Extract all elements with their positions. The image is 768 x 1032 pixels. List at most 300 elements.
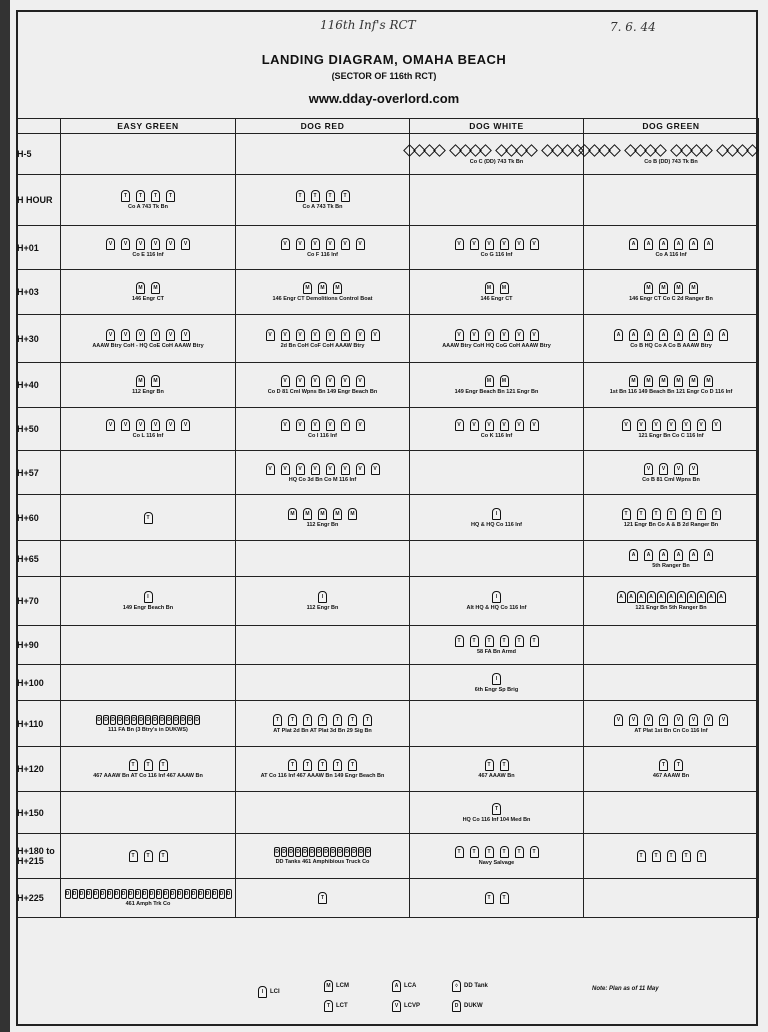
- source-url[interactable]: www.dday-overlord.com: [308, 91, 460, 106]
- sector-header: DOG RED: [236, 119, 410, 134]
- unit-label: Co E 116 Inf: [132, 251, 164, 258]
- craft-group: [129, 850, 168, 862]
- landing-craft-icon: V: [485, 238, 494, 250]
- unit-label: AT Plat 2d Bn AT Plat 3d Bn 29 Sig Bn: [273, 727, 372, 734]
- sector-header: DOG GREEN: [584, 119, 759, 134]
- sector-cell: [584, 747, 759, 792]
- landing-craft-icon: M: [151, 282, 160, 294]
- landing-craft-icon: V: [326, 329, 335, 341]
- sector-cell: [61, 363, 236, 408]
- landing-craft-icon: A: [687, 591, 696, 603]
- landing-craft-icon: V: [281, 238, 290, 250]
- craft-group: [485, 282, 509, 294]
- landing-craft-icon: A: [704, 549, 713, 561]
- plan-note: Note: Plan as of 11 May: [592, 986, 659, 992]
- landing-craft-icon: I: [318, 591, 327, 603]
- time-label: H+50: [17, 408, 61, 451]
- craft-group: [629, 238, 713, 250]
- landing-craft-icon: V: [674, 714, 683, 726]
- landing-craft-icon: D: [324, 849, 328, 855]
- unit-label: Co A 743 Tk Bn: [302, 204, 343, 210]
- time-label: H+100: [17, 665, 61, 701]
- legend-text: LCVP: [404, 1003, 421, 1009]
- legend-text: LCM: [336, 983, 349, 989]
- landing-craft-icon: D: [289, 849, 293, 855]
- landing-craft-icon: V: [136, 419, 145, 431]
- unit-label: HQ Co 3d Bn Co M 116 Inf: [288, 476, 357, 483]
- landing-craft-icon: V: [151, 238, 160, 250]
- time-row: [17, 315, 759, 363]
- landing-craft-icon: V: [455, 238, 464, 250]
- craft-group: [144, 512, 153, 524]
- landing-craft-icon: A: [644, 549, 653, 561]
- time-label: H+30: [17, 315, 61, 363]
- sector-cell: [410, 626, 584, 665]
- craft-group: [318, 892, 327, 904]
- unit-label: HQ & HQ Co 116 Inf: [470, 521, 523, 528]
- landing-craft-icon: D: [160, 716, 164, 723]
- landing-craft-icon: T: [318, 892, 327, 904]
- time-label: H-5: [17, 134, 61, 175]
- sector-header: DOG WHITE: [410, 119, 584, 134]
- landing-craft-icon: A: [717, 591, 726, 603]
- landing-craft-icon: V: [356, 375, 365, 387]
- unit-label: 58 FA Bn Armd: [476, 649, 516, 655]
- time-row: [17, 665, 759, 701]
- landing-craft-icon: V: [296, 375, 305, 387]
- landing-craft-icon: V: [530, 329, 539, 341]
- landing-table: [16, 118, 759, 918]
- landing-craft-icon: T: [470, 635, 479, 647]
- unit-label: 467 AAAW Bn: [652, 773, 690, 779]
- landing-craft-icon: V: [281, 419, 290, 431]
- landing-craft-icon: V: [311, 375, 320, 387]
- landing-craft-icon: V: [667, 419, 676, 431]
- sector-cell: [236, 879, 410, 918]
- landing-craft-icon: T: [159, 850, 168, 862]
- craft-group: [659, 759, 683, 771]
- landing-craft-icon: T: [311, 190, 320, 202]
- dd-tank-icon: [700, 144, 713, 157]
- craft-group: [492, 508, 501, 520]
- craft-group: [296, 190, 350, 202]
- legend-item: [258, 986, 280, 998]
- sector-cell: [236, 226, 410, 270]
- craft-group: [136, 282, 160, 294]
- sector-cell: [410, 226, 584, 270]
- sector-cell: [236, 315, 410, 363]
- landing-craft-icon: V: [326, 419, 335, 431]
- landing-craft-icon: A: [637, 591, 646, 603]
- landing-craft-icon: V: [121, 238, 130, 250]
- unit-label: Alt HQ & HQ Co 116 Inf: [466, 605, 527, 611]
- craft-group: [629, 375, 713, 387]
- landing-craft-icon: D: [93, 891, 98, 897]
- landing-craft-icon: A: [617, 591, 626, 603]
- landing-craft-icon: V: [136, 238, 145, 250]
- craft-group: [288, 508, 357, 520]
- landing-craft-icon: D: [118, 716, 122, 723]
- craft-group: [266, 463, 380, 475]
- sector-cell: [584, 626, 759, 665]
- time-label: H+110: [17, 701, 61, 747]
- landing-craft-icon: V: [356, 463, 365, 475]
- time-label: H+03: [17, 270, 61, 315]
- landing-craft-icon: T: [485, 846, 494, 858]
- landing-craft-icon: T: [652, 508, 661, 520]
- unit-label: 149 Engr Beach Bn: [122, 605, 174, 611]
- craft-group: [136, 375, 160, 387]
- landing-craft-icon: D: [359, 849, 363, 855]
- landing-craft-icon: I: [144, 591, 153, 603]
- landing-craft-icon: V: [341, 375, 350, 387]
- craft-group: [614, 714, 728, 726]
- legend-symbol-icon: T: [324, 1000, 333, 1012]
- craft-group: [281, 238, 365, 250]
- craft-group: [580, 144, 763, 157]
- sector-cell: [584, 315, 759, 363]
- landing-craft-icon: T: [144, 759, 153, 771]
- landing-craft-icon: A: [629, 329, 638, 341]
- sector-cell: [410, 701, 584, 747]
- time-label: H+225: [17, 879, 61, 918]
- legend-text: LCA: [404, 983, 417, 989]
- unit-label: 146 Engr CT: [131, 296, 165, 302]
- craft-group: [121, 190, 175, 202]
- legend-item: [392, 980, 416, 992]
- time-row: [17, 270, 759, 315]
- landing-craft-icon: V: [181, 329, 190, 341]
- landing-craft-icon: D: [331, 849, 335, 855]
- craft-group: [455, 329, 539, 341]
- landing-craft-icon: T: [121, 190, 130, 202]
- landing-craft-icon: M: [644, 282, 653, 294]
- landing-craft-icon: T: [159, 759, 168, 771]
- sector-cell: [236, 834, 410, 879]
- craft-group: [274, 847, 371, 857]
- landing-craft-icon: V: [106, 238, 115, 250]
- landing-craft-icon: T: [326, 190, 335, 202]
- landing-craft-icon: A: [659, 238, 668, 250]
- landing-craft-icon: V: [341, 329, 350, 341]
- landing-craft-icon: A: [659, 549, 668, 561]
- time-row: [17, 577, 759, 626]
- unit-label: Co C (DD) 743 Tk Bn: [469, 158, 524, 165]
- craft-group: [617, 591, 726, 603]
- landing-craft-icon: V: [637, 419, 646, 431]
- landing-craft-icon: T: [530, 635, 539, 647]
- dd-tank-icon: [525, 144, 538, 157]
- landing-craft-icon: T: [129, 850, 138, 862]
- landing-craft-icon: T: [697, 850, 706, 862]
- dd-tank-icon: [654, 144, 667, 157]
- landing-craft-icon: V: [515, 238, 524, 250]
- landing-craft-icon: T: [637, 508, 646, 520]
- landing-craft-icon: D: [149, 891, 154, 897]
- unit-label: 6th Engr Sp Brig: [474, 686, 519, 693]
- landing-craft-icon: D: [181, 716, 185, 723]
- landing-craft-icon: V: [181, 419, 190, 431]
- landing-craft-icon: D: [282, 849, 286, 855]
- landing-craft-icon: V: [470, 329, 479, 341]
- landing-craft-icon: D: [366, 849, 370, 855]
- sector-cell: [61, 792, 236, 834]
- sector-cell: [410, 134, 584, 175]
- time-label: H+01: [17, 226, 61, 270]
- landing-craft-icon: D: [198, 891, 203, 897]
- landing-craft-icon: A: [627, 591, 636, 603]
- landing-craft-icon: D: [163, 891, 168, 897]
- landing-craft-icon: A: [659, 329, 668, 341]
- craft-group: [266, 329, 380, 341]
- craft-group: [622, 508, 721, 520]
- scan-edge: [0, 0, 10, 1032]
- page-title: LANDING DIAGRAM, OMAHA BEACH: [261, 52, 507, 67]
- sector-cell: [410, 408, 584, 451]
- legend-item: [452, 980, 488, 992]
- landing-craft-icon: D: [156, 891, 161, 897]
- landing-craft-icon: A: [689, 329, 698, 341]
- landing-craft-icon: V: [515, 419, 524, 431]
- landing-craft-icon: D: [303, 849, 307, 855]
- landing-craft-icon: V: [674, 463, 683, 475]
- landing-craft-icon: V: [266, 329, 275, 341]
- unit-label: 1st Bn 116 149 Beach Bn 121 Engr Co D 116 Inf: [609, 389, 733, 395]
- legend-item: [392, 1000, 420, 1012]
- landing-craft-icon: V: [166, 238, 175, 250]
- craft-group: [485, 892, 509, 904]
- craft-group: [455, 238, 539, 250]
- sector-cell: [61, 134, 236, 175]
- landing-craft-icon: D: [153, 716, 157, 723]
- landing-craft-icon: A: [614, 329, 623, 341]
- landing-craft-icon: T: [712, 508, 721, 520]
- landing-craft-icon: D: [226, 891, 231, 897]
- landing-craft-icon: T: [674, 759, 683, 771]
- legend-symbol-icon: A: [392, 980, 401, 992]
- landing-craft-icon: D: [170, 891, 175, 897]
- unit-label: 467 AAAW Bn AT Co 116 Inf 467 AAAW Bn: [93, 773, 203, 779]
- sector-cell: [584, 451, 759, 495]
- landing-craft-icon: V: [296, 238, 305, 250]
- legend-symbol-icon: I: [258, 986, 267, 998]
- sector-cell: [236, 665, 410, 701]
- sector-cell: [410, 879, 584, 918]
- landing-craft-icon: M: [151, 375, 160, 387]
- sector-cell: [410, 363, 584, 408]
- time-row: [17, 792, 759, 834]
- sector-cell: [236, 747, 410, 792]
- landing-craft-icon: T: [455, 635, 464, 647]
- landing-craft-icon: M: [659, 282, 668, 294]
- sector-cell: [584, 175, 759, 226]
- dd-tank-icon: [746, 144, 759, 157]
- sector-cell: [61, 315, 236, 363]
- sector-cell: [584, 792, 759, 834]
- time-row: [17, 626, 759, 665]
- landing-craft-icon: M: [659, 375, 668, 387]
- handwritten-note-left: 116th Inf's RCT: [320, 18, 416, 32]
- time-label: H+57: [17, 451, 61, 495]
- landing-craft-icon: T: [485, 892, 494, 904]
- landing-craft-icon: A: [689, 238, 698, 250]
- sector-cell: [61, 270, 236, 315]
- landing-craft-icon: D: [86, 891, 91, 897]
- craft-group: [492, 591, 501, 603]
- landing-craft-icon: V: [296, 329, 305, 341]
- landing-craft-icon: V: [659, 463, 668, 475]
- landing-craft-icon: V: [121, 329, 130, 341]
- landing-craft-icon: D: [107, 891, 112, 897]
- time-row: [17, 495, 759, 541]
- time-label: H HOUR: [17, 175, 61, 226]
- landing-craft-icon: I: [492, 673, 501, 685]
- sector-cell: [61, 408, 236, 451]
- sector-header: EASY GREEN: [61, 119, 236, 134]
- landing-craft-icon: V: [530, 419, 539, 431]
- landing-craft-icon: T: [500, 759, 509, 771]
- landing-craft-icon: M: [689, 375, 698, 387]
- craft-group: [629, 549, 713, 561]
- sector-cell: [61, 495, 236, 541]
- landing-craft-icon: A: [644, 329, 653, 341]
- sector-cell: [584, 541, 759, 577]
- unit-label: Co B (DD) 743 Tk Bn: [644, 158, 698, 165]
- landing-craft-icon: D: [128, 891, 133, 897]
- time-label: H+60: [17, 495, 61, 541]
- landing-craft-icon: D: [65, 891, 70, 897]
- unit-label: Co F 116 Inf: [307, 251, 338, 258]
- landing-craft-icon: T: [303, 714, 312, 726]
- craft-group: [129, 759, 168, 771]
- landing-craft-icon: V: [266, 463, 275, 475]
- landing-craft-icon: A: [719, 329, 728, 341]
- landing-craft-icon: M: [674, 282, 683, 294]
- landing-craft-icon: D: [188, 716, 192, 723]
- sector-cell: [61, 626, 236, 665]
- landing-craft-icon: T: [144, 512, 153, 524]
- legend-symbol-icon: M: [324, 980, 333, 992]
- time-row: [17, 701, 759, 747]
- sector-cell: [236, 451, 410, 495]
- landing-craft-icon: D: [310, 849, 314, 855]
- landing-craft-icon: V: [296, 463, 305, 475]
- unit-label: AT Plat 1st Bn Cn Co 116 Inf: [634, 727, 708, 734]
- legend-text: DD Tank: [464, 983, 488, 989]
- unit-label: Co B 81 Cml Wpns Bn: [642, 476, 700, 483]
- sector-cell: [236, 577, 410, 626]
- landing-craft-icon: V: [341, 419, 350, 431]
- sector-cell: [61, 747, 236, 792]
- landing-craft-icon: V: [151, 329, 160, 341]
- landing-craft-icon: V: [470, 238, 479, 250]
- landing-craft-icon: V: [281, 329, 290, 341]
- landing-craft-icon: V: [712, 419, 721, 431]
- unit-label: Co I 116 Inf: [307, 433, 338, 439]
- sector-cell: [410, 495, 584, 541]
- sector-cell: [410, 834, 584, 879]
- landing-craft-icon: T: [682, 508, 691, 520]
- landing-craft-icon: T: [151, 190, 160, 202]
- landing-craft-icon: M: [288, 508, 297, 520]
- landing-craft-icon: D: [317, 849, 321, 855]
- legend-text: LCI: [270, 989, 280, 995]
- landing-craft-icon: D: [352, 849, 356, 855]
- unit-label: 461 Amph Trk Co: [125, 901, 171, 907]
- landing-craft-icon: T: [485, 635, 494, 647]
- craft-group: [644, 463, 698, 475]
- landing-craft-icon: D: [205, 891, 210, 897]
- craft-group: [455, 635, 539, 647]
- unit-label: 146 Engr CT Co C 2d Ranger Bn: [629, 296, 713, 302]
- landing-craft-icon: A: [674, 238, 683, 250]
- landing-craft-icon: V: [689, 714, 698, 726]
- sector-cell: [584, 226, 759, 270]
- sector-cell: [410, 451, 584, 495]
- legend-symbol-icon: V: [392, 1000, 401, 1012]
- landing-craft-icon: A: [704, 238, 713, 250]
- landing-craft-icon: V: [614, 714, 623, 726]
- landing-craft-icon: D: [174, 716, 178, 723]
- legend-text: LCT: [336, 1003, 348, 1009]
- landing-craft-icon: T: [500, 892, 509, 904]
- time-row: [17, 834, 759, 879]
- landing-craft-icon: A: [697, 591, 706, 603]
- unit-label: Co A 743 Tk Bn: [128, 204, 168, 210]
- landing-craft-icon: T: [667, 508, 676, 520]
- landing-craft-icon: I: [492, 508, 501, 520]
- unit-label: 149 Engr Beach Bn 121 Engr Bn: [454, 389, 539, 395]
- craft-group: [288, 759, 357, 771]
- unit-label: 121 Engr Bn Co A & B 2d Ranger Bn: [623, 521, 719, 528]
- landing-craft-icon: V: [485, 419, 494, 431]
- landing-craft-icon: V: [697, 419, 706, 431]
- landing-craft-icon: T: [136, 190, 145, 202]
- landing-craft-icon: V: [719, 714, 728, 726]
- sector-cell: [236, 626, 410, 665]
- landing-craft-icon: M: [333, 508, 342, 520]
- sector-cell: [584, 134, 759, 175]
- legend-symbol-icon: D: [452, 1000, 461, 1012]
- landing-craft-icon: D: [275, 849, 279, 855]
- landing-craft-icon: V: [455, 419, 464, 431]
- sector-cell: [410, 315, 584, 363]
- time-label: H+150: [17, 792, 61, 834]
- unit-label: Co B HQ Co A Co B AAAW Btry: [630, 342, 712, 349]
- sector-cell: [61, 834, 236, 879]
- craft-group: [485, 375, 509, 387]
- landing-craft-icon: M: [500, 282, 509, 294]
- landing-craft-icon: T: [288, 759, 297, 771]
- landing-craft-icon: V: [622, 419, 631, 431]
- landing-craft-icon: A: [674, 549, 683, 561]
- sector-cell: [236, 792, 410, 834]
- sector-cell: [410, 747, 584, 792]
- sector-cell: [61, 541, 236, 577]
- landing-craft-icon: D: [146, 716, 150, 723]
- landing-craft-icon: V: [500, 419, 509, 431]
- landing-craft-icon: T: [273, 714, 282, 726]
- landing-craft-icon: V: [470, 419, 479, 431]
- landing-craft-icon: V: [106, 329, 115, 341]
- sector-cell: [584, 701, 759, 747]
- handwritten-note-right: 7. 6. 44: [610, 20, 656, 34]
- landing-craft-icon: V: [356, 238, 365, 250]
- sector-cell: [584, 495, 759, 541]
- landing-craft-icon: V: [659, 714, 668, 726]
- sector-cell: [61, 701, 236, 747]
- landing-craft-icon: V: [341, 238, 350, 250]
